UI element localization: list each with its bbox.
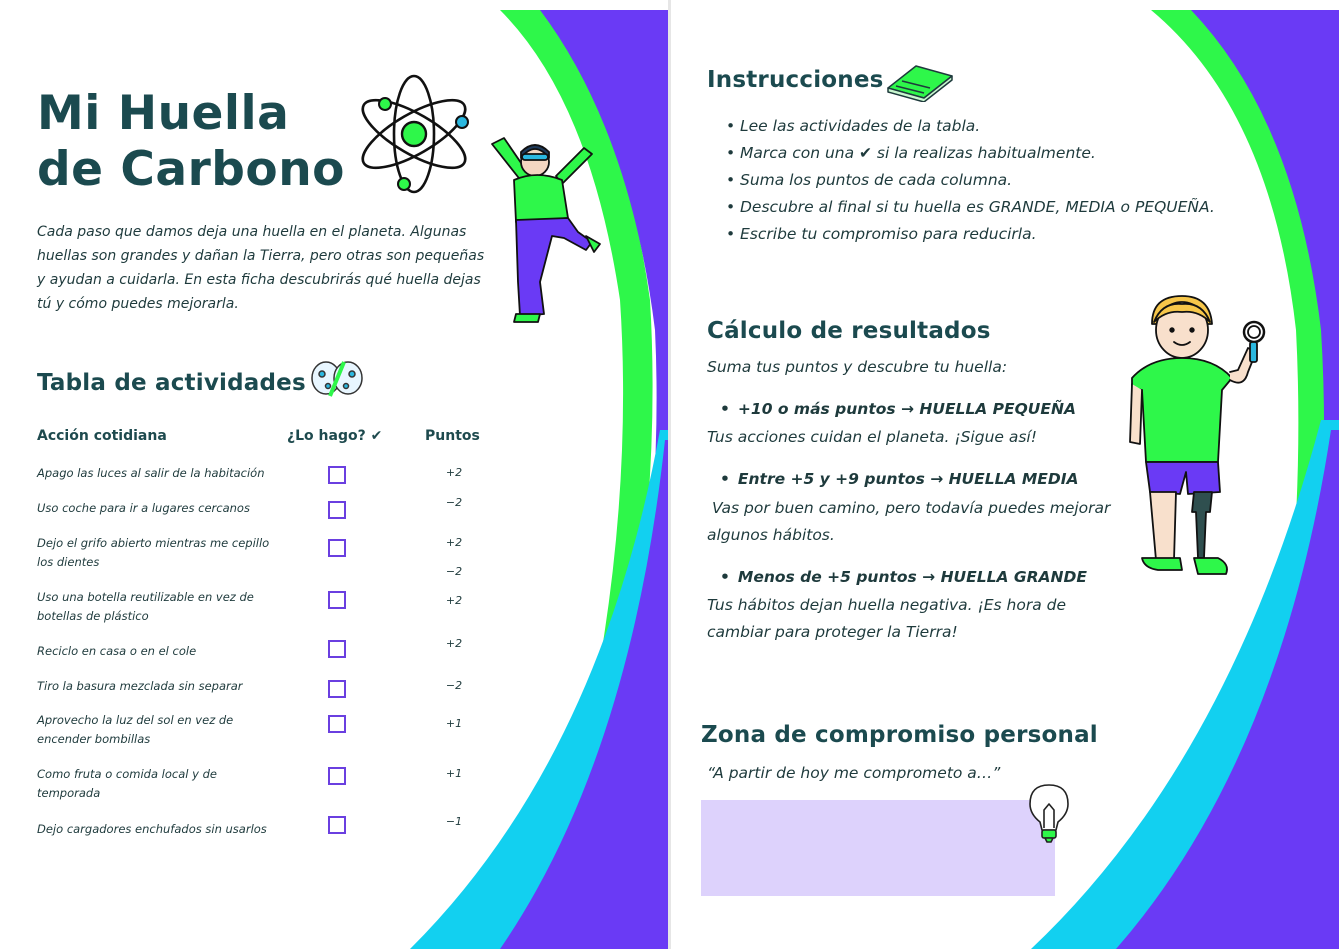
worksheet-page-1	[0, 0, 668, 949]
activity-points: +1	[445, 767, 463, 780]
activity-checkbox[interactable]	[328, 680, 346, 698]
instructions-list	[712, 113, 1215, 248]
activity-points: +2	[445, 637, 463, 650]
activity-label: Apago las luces al salir de la habitación	[37, 466, 265, 480]
result-range: • Entre +5 y +9 puntos → HUELLA MEDIA	[720, 470, 1079, 488]
activity-label: Reciclo en casa o en el cole	[37, 644, 197, 658]
activity-checkbox[interactable]	[328, 816, 346, 834]
column-header-points: Puntos	[425, 428, 480, 444]
activity-label: Como fruta o comida local y de temporada	[37, 767, 217, 800]
activity-points: +2	[445, 536, 463, 549]
activity-checkbox[interactable]	[328, 501, 346, 519]
activity-checkbox[interactable]	[328, 591, 346, 609]
activity-checkbox[interactable]	[328, 715, 346, 733]
results-heading: Cálculo de resultados	[707, 318, 991, 344]
activity-points: +2	[445, 594, 463, 607]
jumping-kid-illustration	[482, 132, 602, 327]
instructions-heading: Instrucciones	[707, 67, 884, 93]
instruction-item: • Marca con una ✔ si la realizas habitualmente.	[712, 140, 1215, 167]
activity-checkbox[interactable]	[328, 466, 346, 484]
intro-text: Cada paso que damos deja una huella en el planeta. Algunas huellas son grandes y dañan la Tierra, pero otras son pequeñas y ayudan a cuidarla. En esta ficha descubrirás qué huella dejas tú y cómo puedes mejorarla.	[37, 224, 485, 312]
result-text: Tus hábitos dejan huella negativa. ¡Es hora de cambiar para proteger la Tierra!	[707, 596, 1067, 641]
activity-checkbox[interactable]	[328, 767, 346, 785]
activity-checkbox[interactable]	[328, 539, 346, 557]
lightbulb-icon	[1026, 782, 1072, 844]
activity-label: Dejo cargadores enchufados sin usarlos	[37, 822, 267, 836]
result-text: Vas por buen camino, pero todavía puedes mejorar algunos hábitos.	[707, 499, 1116, 544]
column-header-action: Acción cotidiana	[37, 428, 167, 444]
result-text: Tus acciones cuidan el planeta. ¡Sigue así!	[707, 428, 1037, 446]
column-header-do-it: ¿Lo hago? ✔	[287, 428, 383, 444]
activity-label: Aprovecho la luz del sol en vez de encender bombillas	[37, 713, 234, 746]
activity-checkbox[interactable]	[328, 640, 346, 658]
checkmark-icon: ✔	[370, 428, 383, 444]
activity-points: −2	[445, 496, 463, 509]
commitment-quote: “A partir de hoy me comprometo a…”	[707, 764, 1001, 782]
instruction-item: • Lee las actividades de la tabla.	[712, 113, 1215, 140]
commitment-heading: Zona de compromiso personal	[701, 722, 1098, 748]
instruction-item: • Escribe tu compromiso para reducirla.	[712, 221, 1215, 248]
kid-with-magnifier-illustration	[1122, 292, 1267, 582]
activity-points: +2	[445, 466, 463, 479]
activity-label: Tiro la basura mezclada sin separar	[37, 679, 243, 693]
atom-icon	[352, 72, 477, 197]
activity-points-alt: −2	[445, 565, 463, 578]
results-intro: Suma tus puntos y descubre tu huella:	[707, 358, 1008, 376]
commitment-input[interactable]	[701, 800, 1055, 896]
activity-points: +1	[445, 717, 463, 730]
table-heading: Tabla de actividades	[37, 370, 306, 396]
activity-points: −2	[445, 679, 463, 692]
result-range: • +10 o más puntos → HUELLA PEQUEÑA	[720, 400, 1076, 418]
activity-label: Uso una botella reutilizable en vez de botellas de plástico	[37, 590, 254, 623]
butterfly-icon	[310, 358, 364, 402]
instruction-item: • Suma los puntos de cada columna.	[712, 167, 1215, 194]
page-title: Mi Huella de Carbono	[37, 86, 345, 197]
activity-label: Uso coche para ir a lugares cercanos	[37, 501, 250, 515]
instruction-item: • Descubre al final si tu huella es GRANDE, MEDIA o PEQUEÑA.	[712, 194, 1215, 221]
activity-points: −1	[445, 815, 463, 828]
result-range: • Menos de +5 puntos → HUELLA GRANDE	[720, 568, 1087, 586]
notebook-icon	[884, 60, 956, 102]
activity-label: Dejo el grifo abierto mientras me cepillo los dientes	[37, 536, 270, 569]
